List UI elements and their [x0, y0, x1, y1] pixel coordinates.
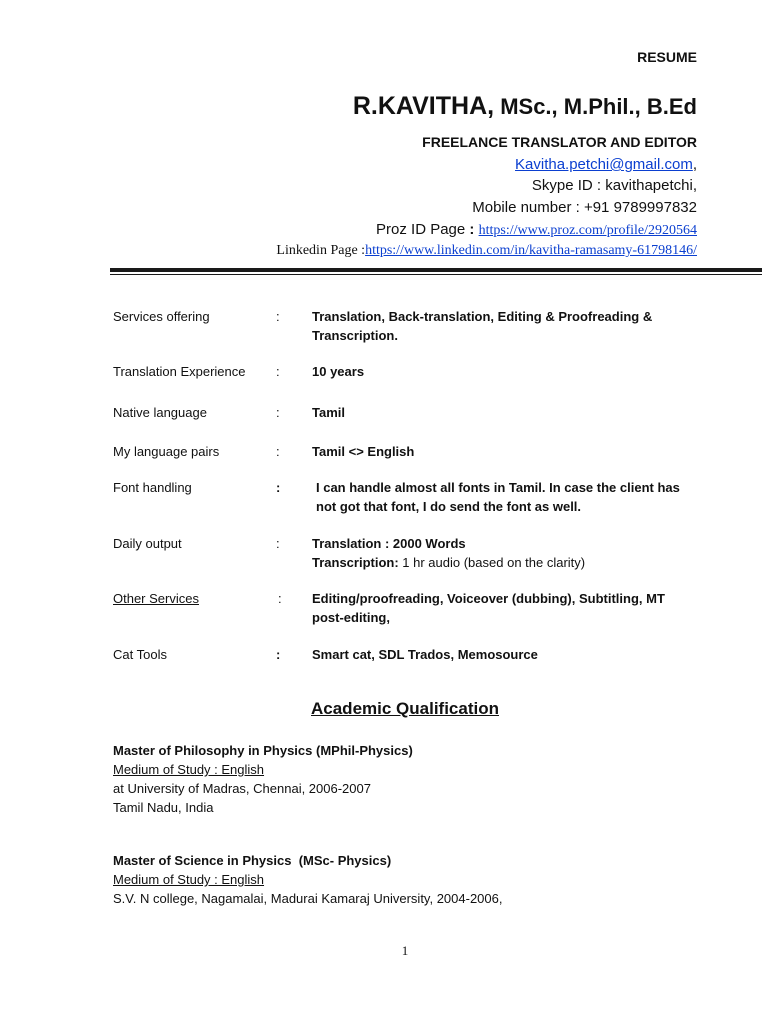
detail-value: 10 years — [312, 364, 365, 379]
detail-value: Smart cat, SDL Trados, Memosource — [312, 647, 538, 662]
detail-colon: : — [276, 480, 281, 495]
detail-label: Other Services — [113, 591, 199, 606]
detail-value: I can handle almost all fonts in Tamil. In case the client has not got that font, I do send the font as well. — [316, 480, 680, 514]
qualification-medium: Medium of Study : English — [113, 872, 265, 887]
detail-colon: : — [276, 309, 280, 324]
candidate-degrees: MSc., M.Phil., B.Ed — [494, 94, 697, 119]
transcription-value: 1 hr audio (based on the clarity) — [398, 555, 586, 570]
email-line — [515, 156, 697, 173]
linkedin-link[interactable]: https://www.linkedin.com/in/kavitha-ramasamy-61798146/ — [365, 243, 697, 258]
email-link[interactable]: Kavitha.petchi@gmail.com — [515, 156, 693, 173]
daily-output-translation: Translation : 2000 Words — [312, 536, 466, 551]
header-divider-thin — [110, 274, 762, 275]
qualification-location: Tamil Nadu, India — [113, 800, 214, 815]
detail-label: Services offering — [113, 309, 210, 324]
qualification-degree: Master of Philosophy in Physics (MPhil-Physics) — [113, 743, 413, 758]
daily-output-transcription — [312, 553, 692, 572]
detail-colon: : — [276, 364, 280, 379]
detail-label: Daily output — [113, 536, 182, 551]
linkedin-label: Linkedin Page : — [276, 243, 366, 258]
detail-colon: : — [276, 536, 280, 551]
detail-value: Translation, Back-translation, Editing & Proofreading & Transcription. — [312, 309, 653, 343]
header-divider — [110, 268, 762, 272]
detail-value: Tamil <> English — [312, 444, 415, 459]
detail-colon: : — [276, 647, 281, 662]
qualification-institution: at University of Madras, Chennai, 2006-2007 — [113, 781, 371, 796]
job-title: FREELANCE TRANSLATOR AND EDITOR — [422, 134, 697, 150]
detail-colon: : — [278, 591, 282, 606]
skype-id: Skype ID : kavithapetchi, — [531, 177, 697, 194]
qualification-item — [113, 741, 413, 817]
section-title-academic: Academic Qualification — [311, 699, 499, 718]
qualification-degree: Master of Science in Physics (MSc- Physics) — [113, 853, 392, 868]
page-number: 1 — [401, 943, 409, 958]
proz-line — [376, 221, 697, 239]
detail-value: Tamil — [312, 405, 345, 420]
candidate-name — [353, 92, 697, 121]
email-suffix: , — [692, 156, 697, 173]
candidate-name-text: R.KAVITHA, — [352, 92, 495, 120]
detail-label: Cat Tools — [113, 647, 167, 662]
proz-colon: : — [469, 221, 479, 238]
detail-label: Native language — [113, 405, 207, 420]
qualification-item — [113, 851, 502, 908]
detail-value-group — [312, 534, 692, 572]
proz-link[interactable]: https://www.proz.com/profile/2920564 — [478, 223, 697, 238]
detail-label: My language pairs — [113, 444, 220, 459]
detail-colon: : — [276, 444, 280, 459]
linkedin-line — [276, 243, 697, 259]
qualification-medium: Medium of Study : English — [113, 762, 265, 777]
detail-colon: : — [276, 405, 280, 420]
mobile-number: Mobile number : +91 9789997832 — [472, 199, 697, 216]
resume-label: RESUME — [637, 49, 697, 65]
transcription-label: Transcription: — [312, 555, 399, 570]
detail-value: Editing/proofreading, Voiceover (dubbing), Subtitling, MT post-editing, — [312, 591, 665, 625]
proz-label: Proz ID Page — [376, 221, 470, 238]
detail-label: Font handling — [113, 480, 192, 495]
qualification-institution: S.V. N college, Nagamalai, Madurai Kamaraj University, 2004-2006, — [113, 891, 503, 906]
detail-label: Translation Experience — [113, 364, 246, 379]
